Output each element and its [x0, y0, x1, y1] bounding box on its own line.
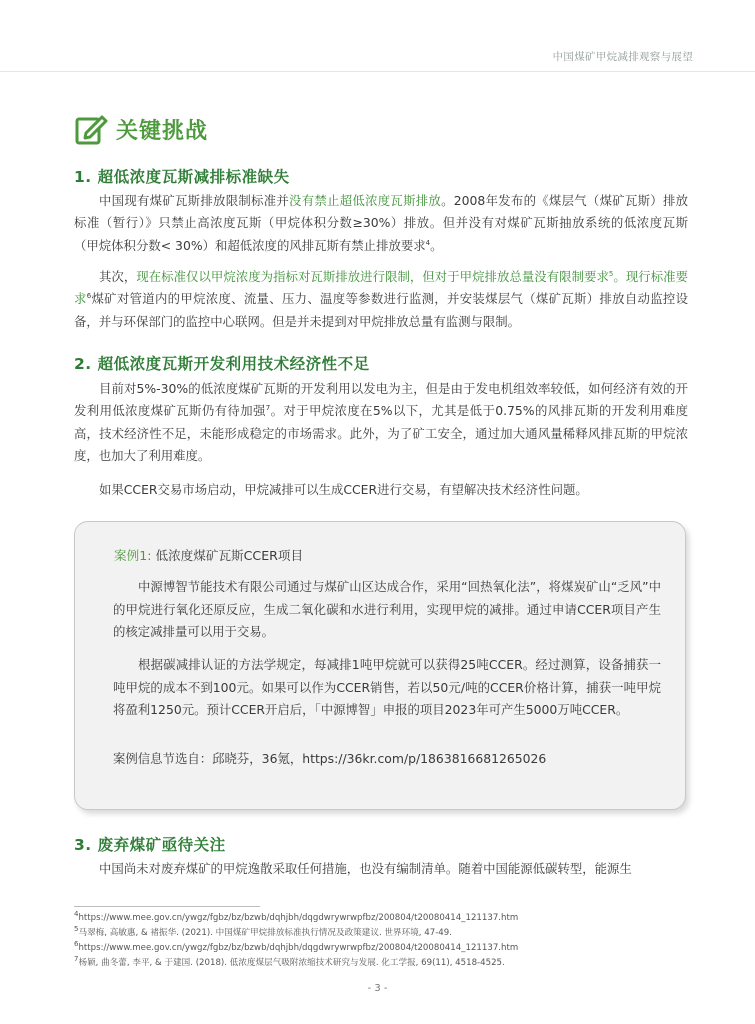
- paragraph-3-1: 中国尚未对废弃煤矿的甲烷逸散采取任何措施，也没有编制清单。随着中国能源低碳转型，能源生: [99, 861, 632, 876]
- case-title: [114, 545, 303, 564]
- heading-2: 2. 超低浓度瓦斯开发利用技术经济性不足: [74, 355, 370, 373]
- section-title: [74, 112, 208, 146]
- footnote-ref-7[interactable]: 7: [265, 404, 271, 413]
- page-number: - 3 -: [367, 983, 388, 994]
- footnote-5: $^5$马翠梅, 高敏惠, & 褚振华. (2021). 中国煤矿甲烷排放标准执行情况及政策建议. 世界环境, 47-49.: [74, 925, 452, 938]
- case-tag: 案例1:: [114, 548, 152, 563]
- heading-3: 3. 废弃煤矿亟待关注: [74, 836, 226, 854]
- footnote-ref-4[interactable]: 4: [425, 238, 431, 247]
- footnote-6: $^6$https://www.mee.gov.cn/ywgz/fgbz/bz/bzwb/dqhjbh/dqgdwrywrwpfbz/200804/t20080414_121137.htm: [74, 940, 519, 953]
- footnote-divider: [74, 906, 260, 907]
- paragraph-1-2: 其次，现在标准仅以甲烷浓度为指标对瓦斯排放进行限制，但对于甲烷排放总量没有限制要求$^5$。现行标准要求$^6$煤矿对管道内的甲烷浓度、流量、压力、温度等参数进行监测，并安装煤层气（煤矿瓦斯）排放自动监控设备，并与环保部门的监控中心联网。但是并未提到对甲烷排放总量有监测与限制。: [74, 269, 689, 329]
- paragraph-1-1: 中国现有煤矿瓦斯排放限制标准并没有禁止超低浓度瓦斯排放。2008年发布的《煤层气（煤矿瓦斯）排放标准（暂行）》只禁止高浓度瓦斯（甲烷体积分数≥30%）排放。但并没有对煤矿瓦斯抽放系统的低浓度瓦斯（甲烷体积分数< 30%）和超低浓度的风排瓦斯有禁止排放要求$^4$。: [74, 193, 689, 253]
- running-header-title: 中国煤矿甲烷减排观察与展望: [552, 51, 693, 63]
- case-paragraph-2: 根据碳减排认证的方法学规定，每减排1吨甲烷就可以获得25吨CCER。经过测算，设备捕获一吨甲烷的成本不到100元。如果可以作为CCER销售，若以50元/吨的CCER价格计算，捕获一吨甲烷将盈利1250元。预计CCER开启后，「中源博智」申报的项目2023年可产生5000万吨CCER。: [113, 657, 661, 717]
- case-paragraph-1: 中源博智节能技术有限公司通过与煤矿山区达成合作，采用“回热氧化法”，将煤炭矿山“乏风”中的甲烷进行氧化还原反应，生成二氧化碳和水进行利用，实现甲烷的减排。通过申请CCER项目产生的核定减排量可以用于交易。: [113, 579, 661, 639]
- edit-icon: [74, 112, 108, 146]
- paragraph-2-1: 目前对5%-30%的低浓度煤矿瓦斯的开发利用以发电为主，但是由于发电机组效率较低，如何经济有效的开发利用低浓度煤矿瓦斯仍有待加强$^7$。对于甲烷浓度在5%以下，尤其是低于0.75%的风排瓦斯的开发利用难度高，技术经济性不足，未能形成稳定的市场需求。此外，为了矿工安全，通过加大通风量稀释风排瓦斯的甲烷浓度，也加大了利用难度。: [74, 381, 688, 464]
- footnote-link[interactable]: https://www.mee.gov.cn/ywgz/fgbz/bz/bzwb/dqhjbh/dqgdwrywrwpfbz/200804/t20080414_121137.htm: [78, 943, 519, 953]
- case-study-box: [74, 521, 686, 810]
- footnote-ref-5[interactable]: 5: [608, 269, 614, 278]
- footnote-7: $^7$杨颖, 曲冬蕾, 李平, & 于建国. (2018). 低浓度煤层气吸附浓缩技术研究与发展. 化工学报, 69(11), 4518-4525.: [74, 955, 505, 968]
- footnote-ref-6[interactable]: 6: [86, 292, 92, 301]
- heading-1: 1. 超低浓度瓦斯减排标准缺失: [74, 168, 290, 186]
- case-source: 案例信息节选自：邱晓芬，36氪，https://36kr.com/p/1863816681265026: [113, 751, 547, 766]
- footnote-4: $^4$https://www.mee.gov.cn/ywgz/fgbz/bz/bzwb/dqhjbh/dqgdwrywrwpfbz/200804/t20080414_121137.htm: [74, 910, 519, 923]
- paragraph-2-2: 如果CCER交易市场启动，甲烷减排可以生成CCER进行交易，有望解决技术经济性问题。: [99, 482, 588, 497]
- highlight: 。现行标准要求: [74, 269, 689, 307]
- highlight: 现在标准仅以甲烷浓度为指标对瓦斯排放进行限制，但对于甲烷排放总量没有限制要求: [136, 269, 609, 284]
- highlight: 没有禁止超低浓度瓦斯排放: [289, 193, 442, 208]
- header-divider: [0, 71, 755, 72]
- case-title-text: 低浓度煤矿瓦斯CCER项目: [155, 548, 304, 563]
- footnote-link[interactable]: https://www.mee.gov.cn/ywgz/fgbz/bz/bzwb/dqhjbh/dqgdwrywrwpfbz/200804/t20080414_121137.htm: [78, 913, 519, 923]
- section-title-text: 关键挑战: [116, 118, 209, 144]
